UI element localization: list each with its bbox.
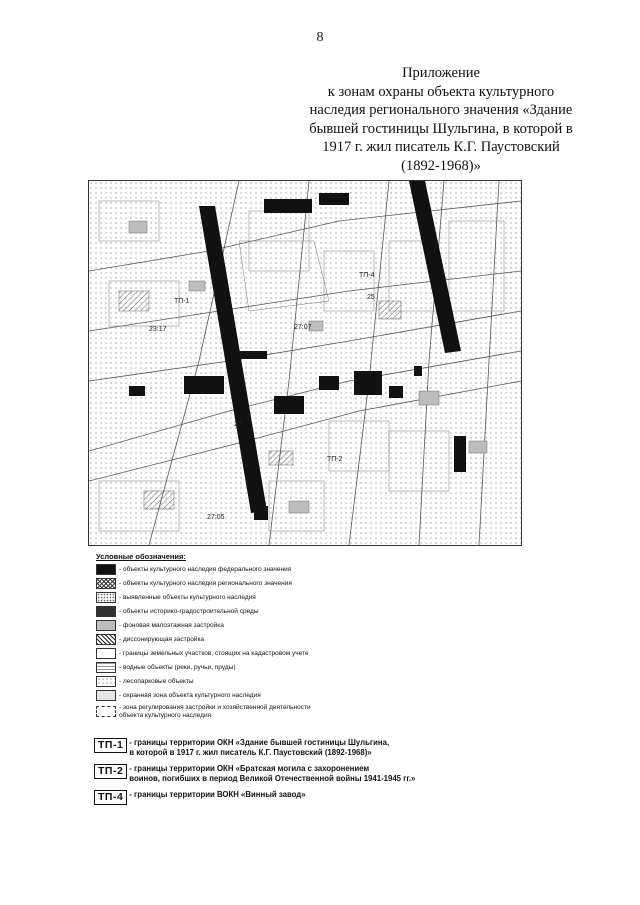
heading-line: к зонам охраны объекта культурного bbox=[327, 83, 555, 100]
legend-item bbox=[96, 592, 336, 603]
territory-boundaries-key bbox=[94, 738, 474, 811]
legend-swatch bbox=[96, 564, 116, 575]
map-label: ТП-4 bbox=[359, 272, 375, 279]
territory-item bbox=[94, 764, 474, 784]
territory-line: - границы территории ВОКН «Винный завод» bbox=[129, 790, 306, 799]
map-label: 27:05 bbox=[207, 514, 225, 521]
legend-swatch bbox=[96, 648, 116, 659]
legend-swatch bbox=[96, 662, 116, 673]
legend-item bbox=[96, 606, 336, 617]
legend-item bbox=[96, 634, 336, 645]
map-label: 23:17 bbox=[149, 326, 167, 333]
legend-item bbox=[96, 620, 336, 631]
legend-text: - объекты культурного наследия федерального значения bbox=[119, 565, 292, 573]
heading-line: наследия регионального значения «Здание bbox=[309, 102, 573, 118]
map-drawing bbox=[89, 181, 521, 545]
map-label: 27:07 bbox=[294, 324, 312, 331]
territory-code: ТП-1 bbox=[94, 738, 127, 753]
legend-text: - выявленные объекты культурного наследия bbox=[119, 593, 256, 601]
heading-line: (1892-1968)» bbox=[401, 157, 481, 174]
territory-line: воинов, погибших в период Великой Отечественной войны 1941-1945 гг.» bbox=[129, 774, 416, 783]
legend-title: Условные обозначения: bbox=[96, 552, 186, 561]
legend-text: - зона регулирования застройки и хозяйственной деятельности объекта культурного наследия bbox=[119, 704, 311, 719]
legend-swatch bbox=[96, 634, 116, 645]
map-label: 23 bbox=[234, 421, 242, 428]
legend-text: - границы земельных участков, стоящих на кадастровом учете bbox=[119, 649, 309, 657]
legend-text: - лесопарковые объекты bbox=[119, 677, 194, 685]
legend-text: - водные объекты (реки, ручьи, пруды) bbox=[119, 663, 236, 671]
legend-text: - фоновая малоэтажная застройка bbox=[119, 621, 224, 629]
legend-swatch bbox=[96, 606, 116, 617]
map-background bbox=[89, 181, 521, 545]
territory-code: ТП-2 bbox=[94, 764, 127, 779]
legend-text: - объекты историко-градостроительной среды bbox=[119, 607, 259, 615]
heritage-zone-map bbox=[88, 180, 522, 546]
territory-line: в которой в 1917 г. жил писатель К.Г. Паустовский (1892-1968)» bbox=[129, 748, 372, 757]
territory-item bbox=[94, 738, 474, 758]
map-legend bbox=[96, 552, 336, 722]
legend-item bbox=[96, 704, 336, 719]
territory-line: - границы территории ОКН «Здание бывшей гостиницы Шульгина, bbox=[129, 738, 390, 747]
legend-text: - диссонирующая застройка bbox=[119, 635, 205, 643]
legend-text: - охранная зона объекта культурного наследия bbox=[119, 691, 261, 699]
territory-description bbox=[129, 790, 305, 800]
heading-line: Приложение bbox=[402, 65, 480, 81]
territory-description bbox=[129, 738, 389, 758]
map-label: 25 bbox=[367, 294, 375, 301]
legend-swatch bbox=[96, 706, 116, 717]
legend-swatch bbox=[96, 676, 116, 687]
heading-line: бывшей гостиницы Шульгина, в которой в bbox=[309, 120, 573, 137]
legend-item bbox=[96, 662, 336, 673]
territory-item bbox=[94, 790, 474, 805]
legend-item bbox=[96, 564, 336, 575]
legend-swatch bbox=[96, 690, 116, 701]
page-number: 8 bbox=[316, 30, 324, 45]
legend-item bbox=[96, 648, 336, 659]
legend-swatch bbox=[96, 592, 116, 603]
legend-swatch bbox=[96, 620, 116, 631]
legend-item bbox=[96, 676, 336, 687]
appendix-heading bbox=[282, 64, 600, 175]
map-label: ТП-2 bbox=[327, 456, 343, 463]
territory-line: - границы территории ОКН «Братская могила с захоронением bbox=[129, 764, 370, 773]
territory-description bbox=[129, 764, 415, 784]
legend-item bbox=[96, 578, 336, 589]
heading-line: 1917 г. жил писатель К.Г. Паустовский bbox=[322, 139, 560, 155]
territory-code: ТП-4 bbox=[94, 790, 127, 805]
legend-text: - объекты культурного наследия регионального значения bbox=[119, 579, 292, 587]
legend-item bbox=[96, 690, 336, 701]
legend-swatch bbox=[96, 578, 116, 589]
map-label: ТП-1 bbox=[174, 298, 190, 305]
